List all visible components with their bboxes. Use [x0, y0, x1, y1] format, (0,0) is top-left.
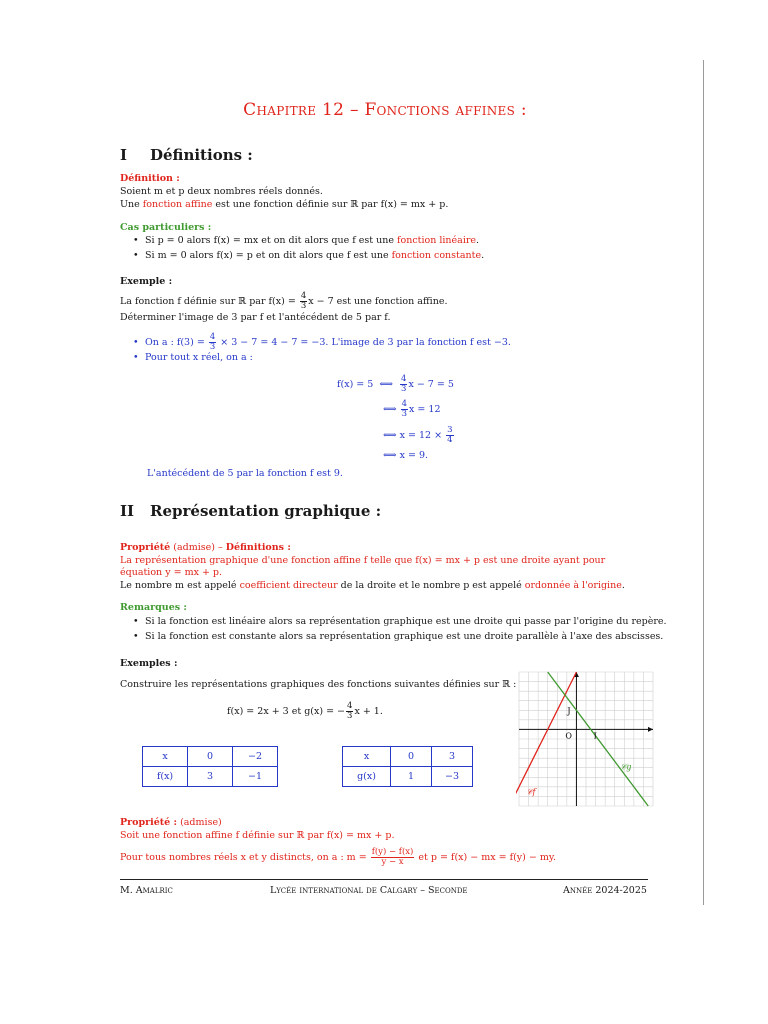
table-cell: f(x) — [143, 767, 188, 787]
fraction — [371, 848, 415, 867]
equiv-arrow: ⟺ — [383, 450, 397, 461]
eq-rhs: x = 12 — [409, 404, 441, 415]
text-part: La fonction f définie sur ℝ par f(x) = — [120, 296, 299, 307]
text-part: de la droite et le nombre p est appelé — [337, 580, 525, 591]
bullet: • — [133, 235, 139, 246]
table-cell: 0 — [188, 747, 233, 767]
remarque-item-2 — [133, 631, 663, 643]
definition-line-1: Soient m et p deux nombres réels donnés. — [120, 186, 323, 197]
text-part: × 3 − 7 = 4 − 7 = −3. L'image de 3 par la fonction f est −3. — [217, 337, 511, 348]
exemple-line-1 — [120, 292, 447, 311]
page-title: Chapitre 12 – Fonctions affines : — [243, 100, 527, 120]
text-part: Si la fonction est constante alors sa représentation graphique est une droite parallèle à l'axe des abscisses. — [145, 631, 664, 642]
eq-rhs: x = 12 × — [399, 430, 446, 441]
text-part: et p = f(x) − mx = f(y) − my. — [415, 852, 557, 863]
cg-label: 𝒞g — [620, 762, 632, 772]
propriete2-line-2 — [120, 848, 556, 867]
equiv-arrow: ⟺ — [379, 379, 393, 390]
table-row — [343, 747, 473, 767]
text-part: Si p = 0 alors f(x) = mx et on dit alors que f est une — [145, 235, 397, 246]
propriete1-label — [120, 542, 291, 554]
text-part: Le nombre m est appelé — [120, 580, 240, 591]
text-part: . — [481, 250, 485, 261]
propriete2-line-1: Soit une fonction affine f définie sur ℝ par f(x) = mx + p. — [120, 830, 395, 841]
frac-num: 4 — [300, 291, 307, 301]
equiv-arrow: ⟺ — [383, 404, 397, 415]
fraction — [446, 426, 453, 445]
propriete1-text: La représentation graphique d'une fonction affine f telle que f(x) = mx + p est une droite ayant pour équation y = mx + p. — [120, 555, 606, 578]
text-part: Pour tout x réel, on a : — [145, 352, 253, 363]
table-cell: x — [343, 747, 391, 767]
fraction — [346, 702, 353, 721]
fraction — [300, 292, 307, 311]
cas-label: Cas particuliers : — [120, 222, 212, 233]
cas-item-2 — [133, 250, 484, 262]
term-coefficient: coefficient directeur — [239, 580, 338, 591]
remarque-item-1 — [133, 616, 667, 628]
x-axis-arrow — [648, 727, 653, 732]
frac-den: 4 — [447, 435, 453, 445]
fraction — [209, 333, 216, 352]
cf-label: 𝒞f — [526, 787, 536, 797]
term-ordonnee: ordonnée à l'origine — [524, 580, 622, 591]
table-row — [343, 767, 473, 787]
j-label: J — [567, 706, 571, 716]
bullet: • — [133, 250, 139, 261]
i-label: I — [593, 731, 597, 741]
frac-den: 3 — [209, 342, 216, 352]
equiv-arrow: ⟺ — [383, 430, 397, 441]
table-cell: −2 — [233, 747, 278, 767]
text-part: . — [621, 580, 625, 591]
frac-den: 3 — [347, 711, 353, 721]
section-heading-1 — [120, 146, 253, 164]
text-part: f(x) = 2x + 3 et g(x) = − — [227, 706, 346, 717]
page-margin-rule — [703, 60, 704, 905]
equation-row-1 — [337, 375, 454, 394]
table-cell: −3 — [432, 767, 473, 787]
table-cell: x — [143, 747, 188, 767]
propriete2-label — [120, 817, 222, 829]
table-cell: −1 — [233, 767, 278, 787]
table-cell: 3 — [432, 747, 473, 767]
frac-den: 3 — [401, 409, 408, 419]
exemple-bullet-2 — [133, 352, 253, 364]
table-cell: 0 — [391, 747, 432, 767]
exemple-line-2: Déterminer l'image de 3 par f et l'antécédent de 5 par f. — [120, 312, 391, 323]
frac-num: 4 — [401, 374, 407, 384]
text-part: Si la fonction est linéaire alors sa représentation graphique est une droite qui passe par l'origine du repère. — [145, 616, 667, 627]
frac-den: 3 — [300, 301, 307, 311]
text-part: On a : f(3) = — [145, 337, 208, 348]
definition-line-2 — [120, 199, 448, 211]
text-part: x + 1. — [354, 706, 383, 717]
fraction — [400, 375, 407, 394]
frac-den: y − x — [381, 857, 404, 867]
text-part: Pour tous nombres réels x et y distincts, on a : m = — [120, 852, 370, 863]
bullet: • — [133, 352, 139, 363]
section-number: II — [120, 502, 135, 520]
exemple-label: Exemple : — [120, 276, 173, 287]
eq-rhs: x = 9. — [399, 450, 429, 461]
bullet: • — [133, 631, 139, 642]
value-table-g — [342, 746, 473, 787]
equation-row-3 — [383, 426, 455, 445]
bullet: • — [133, 337, 139, 348]
cas-item-1 — [133, 235, 479, 247]
equation-row-4 — [383, 450, 428, 461]
fraction — [401, 400, 408, 419]
exemples-equation — [227, 702, 383, 721]
exemple-bullet-1 — [133, 333, 511, 352]
prop-label: Propriété — [120, 542, 171, 553]
table-row — [143, 767, 278, 787]
value-table-f — [142, 746, 278, 787]
frac-num: 4 — [347, 701, 353, 711]
origin-label: O — [565, 731, 572, 741]
frac-num: 3 — [447, 425, 453, 435]
propriete1-line-2 — [120, 580, 625, 592]
text-part: Une — [120, 199, 143, 210]
footer-year: Année 2024-2025 — [563, 885, 647, 896]
table-cell: 1 — [391, 767, 432, 787]
definition-label: Définition : — [120, 173, 180, 184]
prop-admise: (admise) — [177, 817, 222, 828]
equation-row-2 — [383, 400, 441, 419]
function-graph — [516, 669, 656, 809]
eq-rhs: x − 7 = 5 — [408, 379, 454, 390]
table-row — [143, 747, 278, 767]
term-lineaire: fonction linéaire — [396, 235, 477, 246]
frac-den: 3 — [401, 384, 407, 394]
prop-label2: Définitions : — [225, 542, 291, 553]
exemples-label: Exemples : — [120, 658, 178, 669]
footer-school: Lycée international de Calgary – Seconde — [270, 885, 468, 896]
text-part: x − 7 est une fonction affine. — [308, 296, 448, 307]
prop-admise: (admise) – — [170, 542, 226, 553]
exemple-conclusion: L'antécédent de 5 par la fonction f est 9. — [147, 468, 343, 479]
term-constante: fonction constante — [391, 250, 482, 261]
exemples-line-1: Construire les représentations graphiques des fonctions suivantes définies sur ℝ : — [120, 679, 517, 690]
table-cell: g(x) — [343, 767, 391, 787]
table-cell: 3 — [188, 767, 233, 787]
prop-label: Propriété : — [120, 817, 178, 828]
footer-author: M. Amalric — [120, 885, 173, 896]
section-heading-2 — [120, 502, 381, 520]
text-part: . — [476, 235, 480, 246]
section-number: I — [120, 146, 128, 164]
text-part: Si m = 0 alors f(x) = p et on dit alors que f est une — [145, 250, 392, 261]
frac-num: f(y) − f(x) — [371, 847, 414, 857]
frac-num: 4 — [401, 399, 408, 409]
frac-num: 4 — [209, 332, 216, 342]
remarques-label: Remarques : — [120, 602, 187, 613]
text-part: est une fonction définie sur ℝ par f(x) = mx + p. — [212, 199, 449, 210]
footer-rule — [120, 879, 648, 880]
term-affine: fonction affine — [142, 199, 213, 210]
section-title: Représentation graphique : — [150, 502, 382, 520]
bullet: • — [133, 616, 139, 627]
eq-lhs: f(x) = 5 — [337, 379, 374, 390]
section-title: Définitions : — [150, 146, 253, 164]
